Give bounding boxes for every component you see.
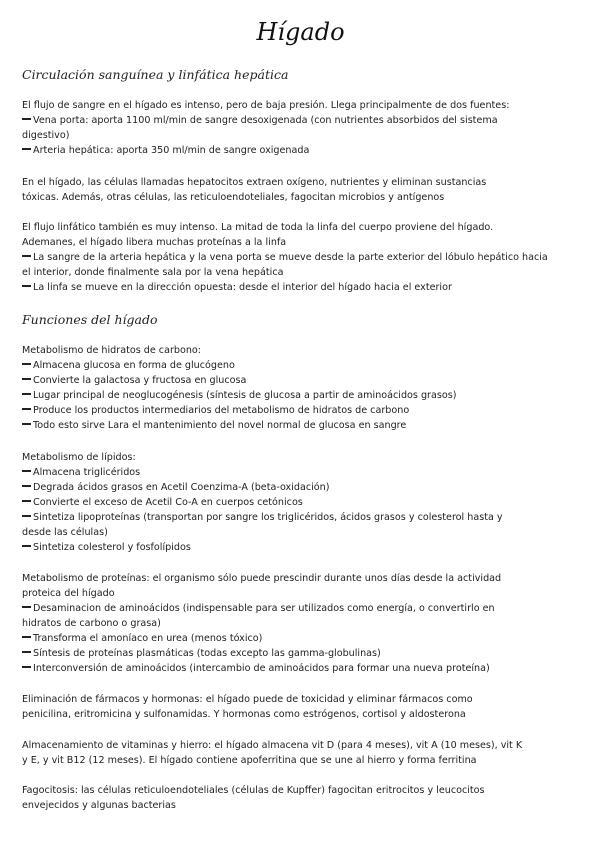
section-heading-circulation: Circulación sanguínea y linfática hepática [22, 67, 289, 82]
list-item: Arteria hepática: aporta 350 ml/min de sangre oxigenada [22, 143, 582, 158]
list-item-continuation: desde las células) [22, 527, 108, 538]
list-item: Sintetiza lipoproteínas (transportan por sangre los triglicéridos, ácidos grasos y colesterol hasta y [22, 510, 582, 525]
text-line: proteica del hígado [22, 588, 115, 599]
text-line: y E, y vit B12 (12 meses). El hígado contiene apoferritina que se une al hierro y forma ferritina [22, 755, 477, 766]
text-line: envejecidos y algunas bacterias [22, 800, 176, 811]
list-item: Síntesis de proteínas plasmáticas (todas excepto las gamma-globulinas) [22, 646, 582, 661]
list-item-continuation: digestivo) [22, 130, 70, 141]
paragraph-drugs-hormones [22, 692, 582, 722]
text-line: Fagocitosis: las células reticuloendoteliales (células de Kupffer) fagocitan eritrocitos y leucocitos [22, 785, 485, 796]
text-line: Almacenamiento de vitaminas y hierro: el hígado almacena vit D (para 4 meses), vit A (10 meses), vit K [22, 740, 523, 751]
paragraph-lymph [22, 220, 582, 295]
list-item: Almacena triglicéridos [22, 465, 582, 480]
list-item: Transforma el amoníaco en urea (menos tóxico) [22, 631, 582, 646]
text-line: tóxicas. Además, otras células, las reticuloendoteliales, fagocitan microbios y antígenos [22, 192, 445, 203]
text-line: Metabolismo de lípidos: [22, 452, 136, 463]
list-item: Convierte la galactosa y fructosa en glucosa [22, 373, 582, 388]
paragraph-phagocytosis [22, 783, 582, 813]
section-heading-functions: Funciones del hígado [22, 312, 158, 327]
text-line: Metabolismo de hidratos de carbono: [22, 345, 202, 356]
text-line: Metabolismo de proteínas: el organismo sólo puede prescindir durante unos días desde la actividad [22, 573, 502, 584]
list-item: Lugar principal de neoglucogénesis (síntesis de glucosa a partir de aminoácidos grasos) [22, 388, 582, 403]
list-item: Degrada ácidos grasos en Acetil Coenzima-A (beta-oxidación) [22, 480, 582, 495]
page-title: Hígado [256, 18, 345, 46]
list-item: Produce los productos intermediarios del metabolismo de hidratos de carbono [22, 403, 582, 418]
text-line: El flujo de sangre en el hígado es intenso, pero de baja presión. Llega principalmente de dos fuentes: [22, 100, 510, 111]
list-item: Almacena glucosa en forma de glucógeno [22, 358, 582, 373]
paragraph-lipids [22, 450, 582, 555]
paragraph-blood-flow [22, 98, 582, 158]
text-line: En el hígado, las células llamadas hepatocitos extraen oxígeno, nutrientes y eliminan sustancias [22, 177, 487, 188]
paragraph-hepatocytes [22, 175, 582, 205]
list-item: Vena porta: aporta 1100 ml/min de sangre desoxigenada (con nutrientes absorbidos del sistema [22, 113, 582, 128]
list-item-continuation: hidratos de carbono o grasa) [22, 618, 161, 629]
paragraph-vitamin-storage [22, 738, 582, 768]
paragraph-carbohydrates [22, 343, 582, 433]
list-item: Desaminacion de aminoácidos (indispensable para ser utilizados como energía, o convertirlo en [22, 601, 582, 616]
list-item-continuation: el interior, donde finalmente sala por la vena hepática [22, 267, 284, 278]
text-line: El flujo linfático también es muy intenso. La mitad de toda la linfa del cuerpo proviene del hígado. [22, 222, 494, 233]
list-item: La sangre de la arteria hepática y la vena porta se mueve desde la parte exterior del lóbulo hepático hacia [22, 250, 582, 265]
list-item: Sintetiza colesterol y fosfolípidos [22, 540, 582, 555]
text-line: Ademanes, el hígado libera muchas proteínas a la linfa [22, 237, 287, 248]
list-item: La linfa se mueve en la dirección opuesta: desde el interior del hígado hacia el exterior [22, 280, 582, 295]
paragraph-proteins [22, 571, 582, 676]
list-item: Interconversión de aminoácidos (intercambio de aminoácidos para formar una nueva proteína) [22, 661, 582, 676]
list-item: Convierte el exceso de Acetil Co-A en cuerpos cetónicos [22, 495, 582, 510]
text-line: penicilina, eritromicina y sulfonamidas. Y hormonas como estrógenos, cortisol y aldosterona [22, 709, 466, 720]
text-line: Eliminación de fármacos y hormonas: el hígado puede de toxicidad y eliminar fármacos como [22, 694, 473, 705]
list-item: Todo esto sirve Lara el mantenimiento del novel normal de glucosa en sangre [22, 418, 582, 433]
